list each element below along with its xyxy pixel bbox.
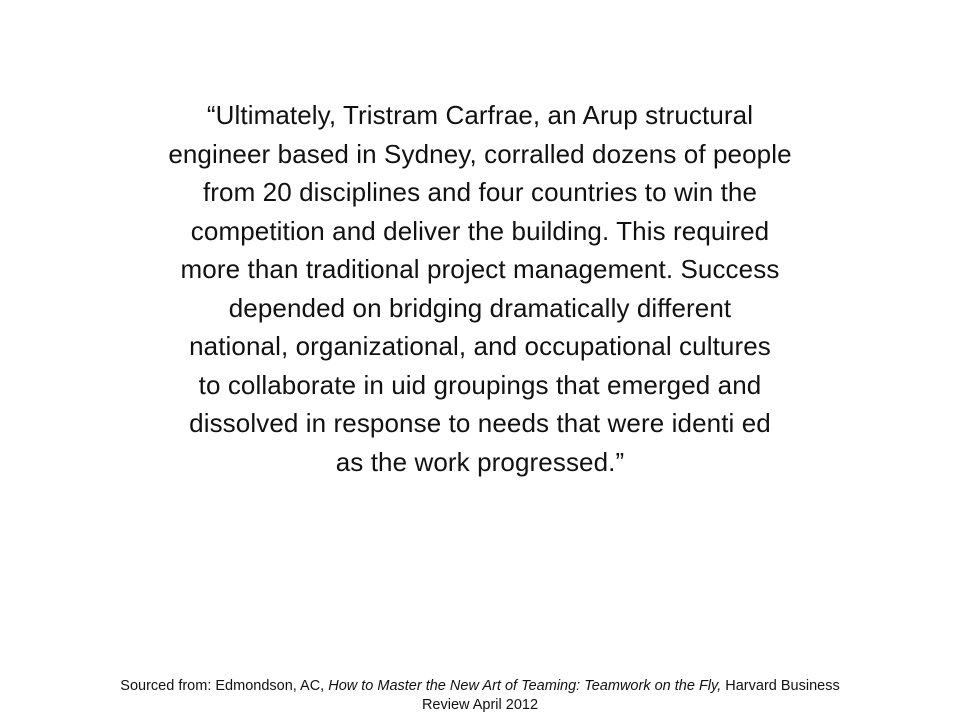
quote-line: dissolved in response to needs that were identi ed: [189, 408, 771, 438]
quote-line: “Ultimately, Tristram Carfrae, an Arup structural: [206, 100, 754, 130]
source-suffix: Harvard Business: [721, 678, 840, 694]
source-line-2: Review April 2012: [421, 697, 539, 713]
quote-line: engineer based in Sydney, corralled dozens of people: [168, 138, 792, 169]
quote-block: [80, 96, 880, 481]
quote-line: from 20 disciplines and four countries to win the: [202, 177, 758, 207]
source-citation: [40, 677, 920, 715]
source-prefix: Sourced from: Edmondson, AC,: [120, 678, 329, 694]
quote-line: to collaborate in uid groupings that emerged and: [198, 369, 762, 400]
source-line-1: [40, 677, 920, 696]
source-title: How to Master the New Art of Teaming: Teamwork on the Fly,: [328, 678, 722, 694]
quote-line: more than traditional project management. Success: [180, 254, 780, 284]
quote-line: competition and deliver the building. This required: [190, 215, 770, 246]
quote-line: national, organizational, and occupational cultures: [189, 331, 771, 361]
quote-line: depended on bridging dramatically different: [228, 292, 732, 323]
quote-line: as the work progressed.”: [335, 446, 625, 477]
